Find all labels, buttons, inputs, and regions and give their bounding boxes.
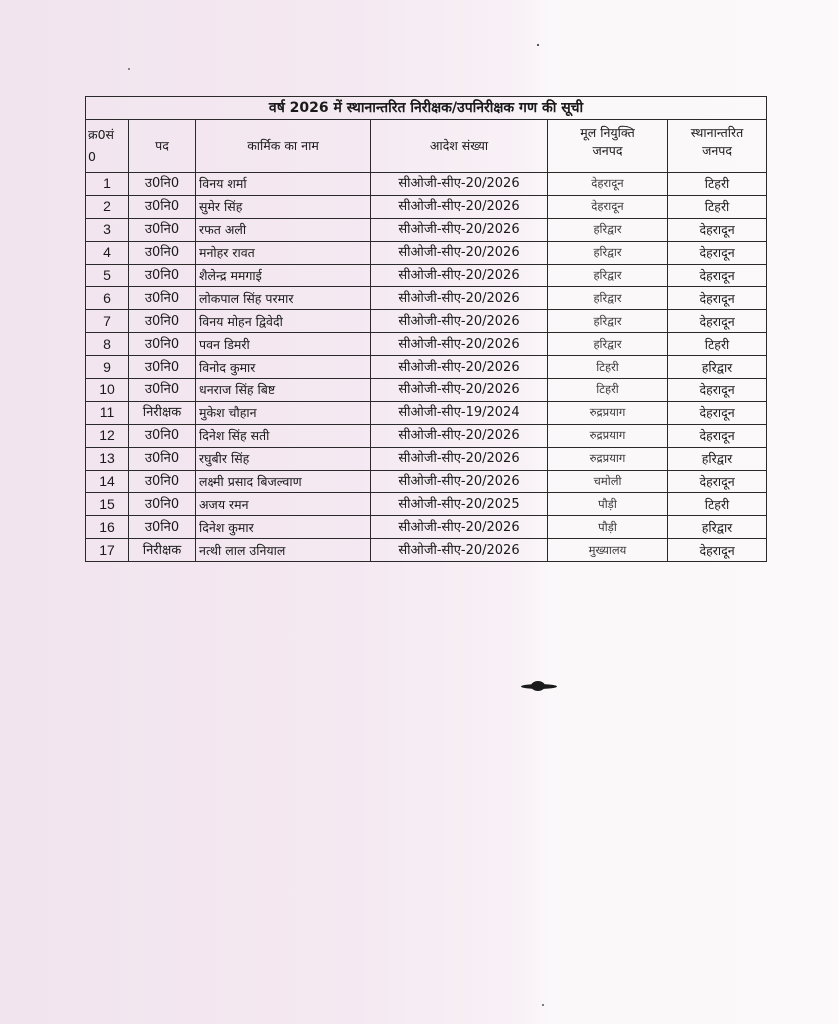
- post-cell: उ0नि0: [129, 333, 196, 356]
- serial-number-cell: 17: [86, 539, 129, 562]
- serial-number-cell: 5: [86, 264, 129, 287]
- post-cell: उ0नि0: [129, 241, 196, 264]
- name-cell: धनराज सिंह बिष्ट: [196, 379, 371, 402]
- table-row: [86, 447, 767, 470]
- order-number-cell: सीओजी-सीए-20/2026: [371, 218, 548, 241]
- table-row: [86, 264, 767, 287]
- header-original-line2: जनपद: [592, 143, 623, 158]
- order-number-cell: सीओजी-सीए-20/2026: [371, 447, 548, 470]
- table-row: [86, 470, 767, 493]
- header-row: [86, 120, 767, 173]
- header-order-number: आदेश संख्या: [371, 120, 548, 173]
- post-cell: उ0नि0: [129, 493, 196, 516]
- name-cell: दिनेश कुमार: [196, 516, 371, 539]
- header-serial-line1: क्र0सं: [88, 127, 115, 142]
- post-cell: उ0नि0: [129, 379, 196, 402]
- serial-number-cell: 13: [86, 447, 129, 470]
- order-number-cell: सीओजी-सीए-20/2026: [371, 241, 548, 264]
- post-cell: उ0नि0: [129, 173, 196, 196]
- post-cell: निरीक्षक: [129, 539, 196, 562]
- serial-number-cell: 6: [86, 287, 129, 310]
- header-transferred-line1: स्थानान्तरित: [690, 125, 744, 140]
- table-row: [86, 401, 767, 424]
- transferred-district-cell: टिहरी: [668, 195, 767, 218]
- serial-number-cell: 8: [86, 333, 129, 356]
- name-cell: विनय मोहन द्विवेदी: [196, 310, 371, 333]
- order-number-cell: सीओजी-सीए-20/2026: [371, 470, 548, 493]
- speck-mark: [542, 1004, 544, 1006]
- name-cell: लक्ष्मी प्रसाद बिजल्वाण: [196, 470, 371, 493]
- table-row: [86, 310, 767, 333]
- transfer-list-table: [85, 96, 767, 562]
- table-row: [86, 516, 767, 539]
- order-number-cell: सीओजी-सीए-20/2026: [371, 424, 548, 447]
- table-row: [86, 539, 767, 562]
- serial-number-cell: 1: [86, 173, 129, 196]
- transferred-district-cell: देहरादून: [668, 287, 767, 310]
- serial-number-cell: 12: [86, 424, 129, 447]
- name-cell: नत्थी लाल उनियाल: [196, 539, 371, 562]
- transferred-district-cell: टिहरी: [668, 333, 767, 356]
- post-cell: उ0नि0: [129, 218, 196, 241]
- original-district-cell: हरिद्वार: [548, 241, 668, 264]
- original-district-cell: पौड़ी: [548, 516, 668, 539]
- transferred-district-cell: हरिद्वार: [668, 447, 767, 470]
- header-original-line1: मूल नियुक्ति: [580, 125, 635, 140]
- transferred-district-cell: देहरादून: [668, 539, 767, 562]
- original-district-cell: हरिद्वार: [548, 264, 668, 287]
- order-number-cell: सीओजी-सीए-20/2026: [371, 539, 548, 562]
- table-row: [86, 241, 767, 264]
- order-number-cell: सीओजी-सीए-20/2026: [371, 287, 548, 310]
- name-cell: सुमेर सिंह: [196, 195, 371, 218]
- original-district-cell: देहरादून: [548, 195, 668, 218]
- order-number-cell: सीओजी-सीए-20/2026: [371, 173, 548, 196]
- table-row: [86, 287, 767, 310]
- name-cell: अजय रमन: [196, 493, 371, 516]
- original-district-cell: हरिद्वार: [548, 310, 668, 333]
- transfer-list-table-container: [85, 96, 766, 562]
- transferred-district-cell: देहरादून: [668, 264, 767, 287]
- post-cell: उ0नि0: [129, 424, 196, 447]
- transferred-district-cell: देहरादून: [668, 218, 767, 241]
- ink-smudge-core: [531, 681, 545, 691]
- transferred-district-cell: हरिद्वार: [668, 516, 767, 539]
- original-district-cell: टिहरी: [548, 379, 668, 402]
- transferred-district-cell: देहरादून: [668, 241, 767, 264]
- post-cell: उ0नि0: [129, 356, 196, 379]
- table-row: [86, 218, 767, 241]
- transferred-district-cell: देहरादून: [668, 401, 767, 424]
- order-number-cell: सीओजी-सीए-20/2026: [371, 195, 548, 218]
- order-number-cell: सीओजी-सीए-20/2026: [371, 516, 548, 539]
- name-cell: विनय शर्मा: [196, 173, 371, 196]
- post-cell: उ0नि0: [129, 447, 196, 470]
- serial-number-cell: 3: [86, 218, 129, 241]
- transferred-district-cell: हरिद्वार: [668, 356, 767, 379]
- original-district-cell: रुद्रप्रयाग: [548, 401, 668, 424]
- order-number-cell: सीओजी-सीए-20/2026: [371, 333, 548, 356]
- header-name: कार्मिक का नाम: [196, 120, 371, 173]
- header-serial-line2: 0: [88, 149, 96, 164]
- name-cell: विनोद कुमार: [196, 356, 371, 379]
- order-number-cell: सीओजी-सीए-20/2026: [371, 356, 548, 379]
- name-cell: मनोहर रावत: [196, 241, 371, 264]
- order-number-cell: सीओजी-सीए-20/2025: [371, 493, 548, 516]
- post-cell: उ0नि0: [129, 264, 196, 287]
- name-cell: रघुबीर सिंह: [196, 447, 371, 470]
- post-cell: उ0नि0: [129, 516, 196, 539]
- table-body: [86, 173, 767, 562]
- serial-number-cell: 14: [86, 470, 129, 493]
- table-row: [86, 195, 767, 218]
- serial-number-cell: 4: [86, 241, 129, 264]
- transferred-district-cell: देहरादून: [668, 379, 767, 402]
- serial-number-cell: 7: [86, 310, 129, 333]
- header-original-district: [548, 120, 668, 173]
- original-district-cell: पौड़ी: [548, 493, 668, 516]
- original-district-cell: रुद्रप्रयाग: [548, 424, 668, 447]
- serial-number-cell: 16: [86, 516, 129, 539]
- post-cell: उ0नि0: [129, 470, 196, 493]
- original-district-cell: रुद्रप्रयाग: [548, 447, 668, 470]
- post-cell: निरीक्षक: [129, 401, 196, 424]
- title-row: [86, 97, 767, 120]
- table-row: [86, 356, 767, 379]
- table-row: [86, 379, 767, 402]
- table-row: [86, 424, 767, 447]
- serial-number-cell: 9: [86, 356, 129, 379]
- serial-number-cell: 15: [86, 493, 129, 516]
- original-district-cell: हरिद्वार: [548, 287, 668, 310]
- transferred-district-cell: देहरादून: [668, 310, 767, 333]
- header-post: पद: [129, 120, 196, 173]
- name-cell: रफत अली: [196, 218, 371, 241]
- speck-mark: [537, 44, 539, 46]
- order-number-cell: सीओजी-सीए-20/2026: [371, 310, 548, 333]
- serial-number-cell: 10: [86, 379, 129, 402]
- serial-number-cell: 11: [86, 401, 129, 424]
- name-cell: दिनेश सिंह सती: [196, 424, 371, 447]
- name-cell: पवन डिमरी: [196, 333, 371, 356]
- original-district-cell: देहरादून: [548, 173, 668, 196]
- document-title: वर्ष 2026 में स्थानान्तरित निरीक्षक/उपनिरीक्षक गण की सूची: [86, 97, 767, 120]
- serial-number-cell: 2: [86, 195, 129, 218]
- transferred-district-cell: टिहरी: [668, 173, 767, 196]
- transferred-district-cell: टिहरी: [668, 493, 767, 516]
- header-serial-number: [86, 120, 129, 173]
- transferred-district-cell: देहरादून: [668, 470, 767, 493]
- original-district-cell: मुख्यालय: [548, 539, 668, 562]
- table-row: [86, 493, 767, 516]
- order-number-cell: सीओजी-सीए-19/2024: [371, 401, 548, 424]
- name-cell: शैलेन्द्र ममगाई: [196, 264, 371, 287]
- speck-mark: [128, 68, 130, 70]
- original-district-cell: हरिद्वार: [548, 218, 668, 241]
- header-transferred-district: [668, 120, 767, 173]
- name-cell: लोकपाल सिंह परमार: [196, 287, 371, 310]
- header-transferred-line2: जनपद: [702, 143, 733, 158]
- post-cell: उ0नि0: [129, 195, 196, 218]
- name-cell: मुकेश चौहान: [196, 401, 371, 424]
- table-row: [86, 333, 767, 356]
- original-district-cell: हरिद्वार: [548, 333, 668, 356]
- order-number-cell: सीओजी-सीए-20/2026: [371, 379, 548, 402]
- transferred-district-cell: देहरादून: [668, 424, 767, 447]
- order-number-cell: सीओजी-सीए-20/2026: [371, 264, 548, 287]
- original-district-cell: चमोली: [548, 470, 668, 493]
- post-cell: उ0नि0: [129, 287, 196, 310]
- table-row: [86, 173, 767, 196]
- original-district-cell: टिहरी: [548, 356, 668, 379]
- post-cell: उ0नि0: [129, 310, 196, 333]
